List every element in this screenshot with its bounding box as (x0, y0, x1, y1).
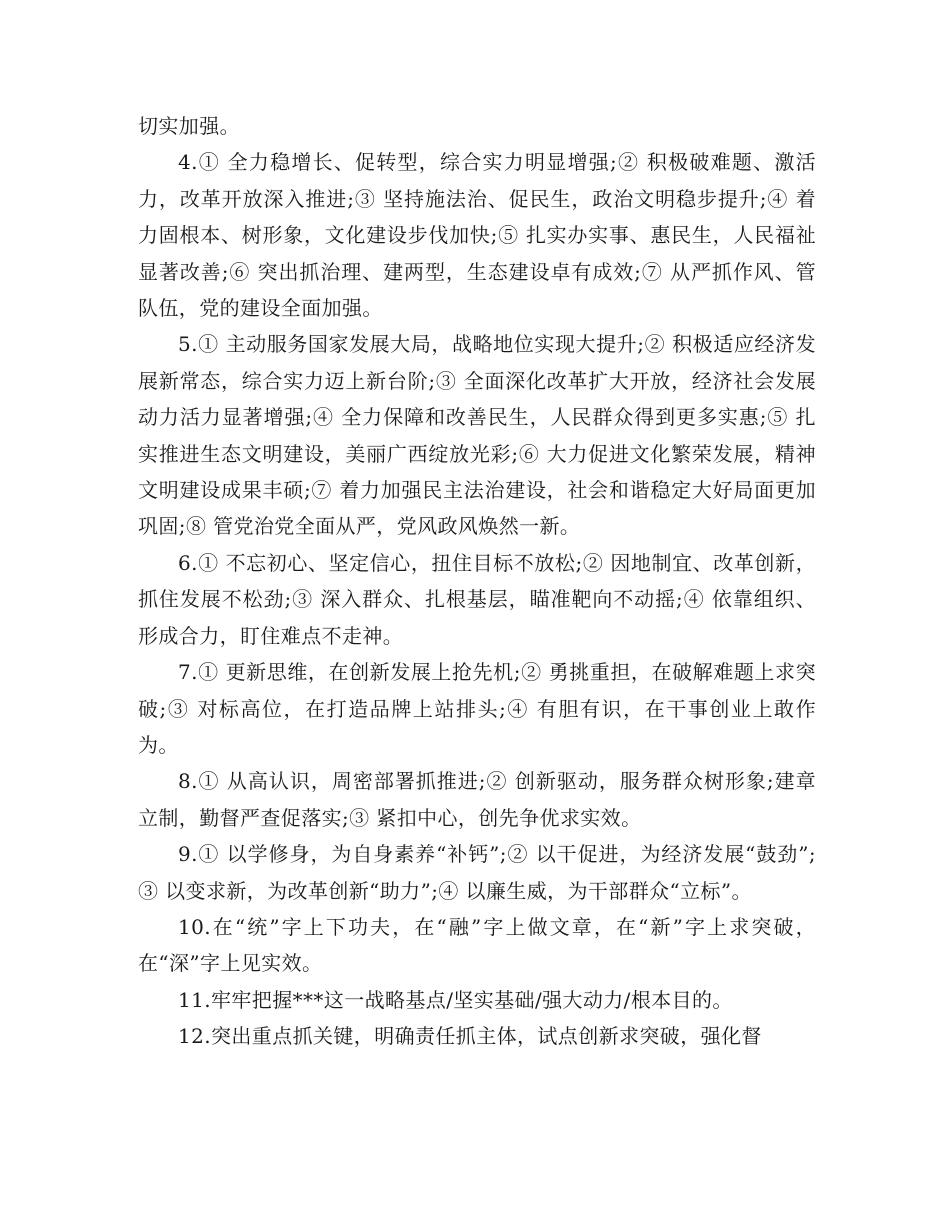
paragraph-item-4: 4.① 全力稳增长、促转型，综合实力明显增强;② 积极破难题、激活力，改革开放深入推进;③ 坚持施法治、促民生，政治文明稳步提升;④ 着力固根本、树形象，文化建设步伐加快;⑤ 扎实办实事、惠民生，人民福祉显著改善;⑥ 突出抓治理、建两型，生态建设卓有成效;⑦ 从严抓作风、管队伍，党的建设全面加强。 (138, 150, 816, 321)
paragraph-item-5: 5.① 主动服务国家发展大局，战略地位实现大提升;② 积极适应经济发展新常态，综合实力迈上新台阶;③ 全面深化改革扩大开放，经济社会发展动力活力显著增强;④ 全力保障和改善民生，人民群众得到更多实惠;⑤ 扎实推进生态文明建设，美丽广西绽放光彩;⑥ 大力促进文化繁荣发展，精神文明建设成果丰硕;⑦ 着力加强民主法治建设，社会和谐稳定大好局面更加巩固;⑧ 管党治党全面从严，党风政风焕然一新。 (138, 332, 816, 539)
paragraph-continuation: 切实加强。 (138, 114, 240, 138)
paragraph-item-10: 10.在“统”字上下功夫，在“融”字上做文章，在“新”字上求突破，在“深”字上见实效。 (138, 914, 816, 976)
paragraph-item-9: 9.① 以学修身，为自身素养“补钙”;② 以干促进，为经济发展“鼓劲”;③ 以变求新，为改革创新“助力”;④ 以廉生威，为干部群众“立标”。 (138, 842, 816, 903)
paragraph-item-7: 7.① 更新思维，在创新发展上抢先机;② 勇挑重担，在破解难题上求突破;③ 对标高位，在打造品牌上站排头;④ 有胆有识，在干事创业上敢作为。 (138, 660, 816, 757)
document-body (138, 108, 816, 1055)
paragraph-item-6: 6.① 不忘初心、坚定信心，扭住目标不放松;② 因地制宜、改革创新，抓住发展不松劲;③ 深入群众、扎根基层，瞄准靶向不动摇;④ 依靠组织、形成合力，盯住难点不走神。 (138, 550, 816, 648)
paragraph-item-11: 11.牢牢把握***这一战略基点/坚实基础/强大动力/根本目的。 (178, 987, 733, 1012)
paragraph-item-8: 8.① 从高认识，周密部署抓推进;② 创新驱动，服务群众树形象;建章立制，勤督严查促落实;③ 紧扣中心，创先争优求实效。 (138, 769, 816, 830)
paragraph-item-12: 12.突出重点抓关键，明确责任抓主体，试点创新求突破，强化督 (178, 1024, 762, 1049)
